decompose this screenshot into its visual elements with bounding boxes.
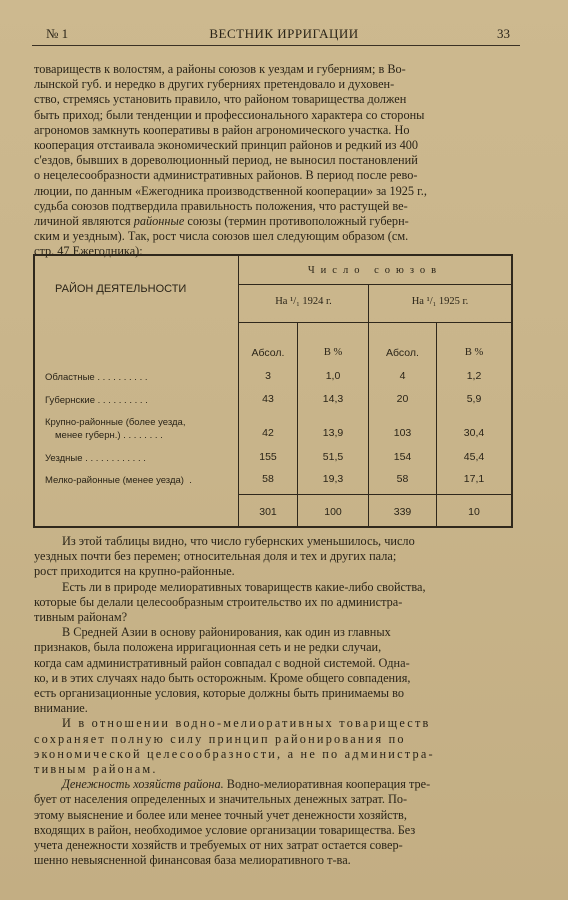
cell-pct-1924: 51,5 [322, 451, 344, 463]
cell-pct-1925: 30,4 [463, 427, 485, 439]
text-line: быть приход; были тенденции и профессионального характера со стороны [34, 107, 425, 122]
cell-pct-1924: 14,3 [322, 393, 344, 405]
text-line: ко, и в этих случаях надо быть осторожным. Кроме общего совпадения, [34, 670, 411, 685]
col-pct-1925: В % [464, 347, 484, 358]
text-run: личиной являются [34, 214, 134, 229]
text-line: Есть ли в природе мелиоративных товариществ какие-либо свойства, [62, 579, 426, 594]
group-header: Число союзов [307, 265, 443, 276]
cell-pct-1925: 17,1 [463, 473, 485, 485]
text-line: И в отношении водно-мелиоративных товариществ [62, 716, 431, 731]
paragraph-top [34, 62, 518, 260]
cell-pct-1924: 19,3 [322, 473, 344, 485]
text-line: рост приходится на крупно-районные. [34, 564, 235, 579]
text-line: уездных почти без перемен; относительная доля и тех и других пала; [34, 549, 397, 564]
issue-number: № 1 [46, 26, 69, 41]
text-line: кооперация отстаивала экономический принцип районов и редкий из 400 [34, 138, 419, 153]
cell-abs-1925: 58 [396, 473, 409, 485]
text-line: ским и уездным). Так, рост числа союзов шел следующим образом (см. [34, 229, 409, 244]
text-run: союзы (термин противоположный губерн- [184, 214, 409, 229]
cell-pct-1924: 1,0 [325, 370, 341, 382]
text-line: о нецелесообразности административных районов. В период после рево- [34, 168, 418, 183]
text-line: когда сам административный район совпадал с водной системой. Одна- [34, 655, 410, 670]
cell-pct-1924: 13,9 [322, 427, 344, 439]
row-label-text: Уездные [45, 453, 83, 464]
row-label: Областные . . . . . . . . . . [45, 372, 148, 383]
text-line: лынской губ. и нередко в других губерниях претендовало и духовен- [34, 77, 395, 92]
row-label-text: Губернские [45, 395, 96, 406]
cell-abs-1924: 43 [262, 393, 274, 405]
cell-pct-1925: 5,9 [466, 393, 482, 405]
text-line: агрономов замкнуть кооперативы в район агрономического участка. Но [34, 122, 410, 137]
cell-abs-1924: 155 [259, 451, 277, 463]
text-line: В Средней Азии в основу районирования, как один из главных [62, 625, 391, 640]
text-run: Водно-мелиоративная кооперация тре- [223, 777, 431, 792]
text-line: товариществ к волостям, а районы союзов к уездам и губерниям; в Во- [34, 62, 406, 76]
text-line: с'ездов, бывших в дореволюционный период, не выносил постановлений [34, 153, 418, 168]
row-label: Мелко-районные (менее уезда) . [45, 475, 192, 486]
text-line: сохраняет полную силу принцип районирования по [34, 731, 406, 746]
cell-abs-1925: 103 [393, 427, 412, 439]
table-divider [238, 284, 511, 285]
journal-title: ВЕСТНИК ИРРИГАЦИИ [209, 26, 359, 41]
unions-table [33, 254, 513, 528]
period-1924: На ¹/₁ 1924 г. [275, 296, 332, 307]
text-line: экономической целесообразности, а не по администра- [34, 746, 435, 761]
text-line: шенно невыясненной финансовая база мелиоративного т-ва. [34, 853, 351, 868]
cell-pct-1925: 1,2 [466, 370, 482, 382]
row-label-text: Областные [45, 372, 95, 383]
text-line: стр. 47 Ежегодника): [34, 244, 143, 259]
text-line: судьба союзов подтвердила правильность положения, что растущей ве- [34, 198, 408, 213]
period-1925: На ¹/₁ 1925 г. [411, 296, 469, 307]
row-label: менее губерн.) . . . . . . . . [55, 430, 163, 441]
row-label-text: менее губерн.) [55, 430, 121, 441]
paragraph-after-table [34, 534, 518, 868]
row-label-text: Мелко-районные (менее уезда) [45, 475, 184, 486]
cell-abs-1925: 154 [393, 451, 412, 463]
text-line [34, 214, 518, 229]
text-line: входящих в район, необходимое условие организации товарищества. Без [34, 822, 416, 837]
italic-term: районные [133, 214, 185, 229]
cell-abs-1924: 42 [262, 427, 274, 439]
cell-abs-1925: 20 [396, 393, 409, 405]
row-label: Крупно-районные (более уезда, [45, 417, 186, 428]
table-divider [238, 494, 511, 495]
text-line: признаков, была положена ирригационная сеть и не редки случаи, [34, 640, 382, 655]
row-header: РАЙОН ДЕЯТЕЛЬНОСТИ [55, 283, 187, 295]
header-rule [32, 45, 520, 46]
text-line: учета денежности хозяйств и требуемых от них затрат остается совер- [34, 838, 403, 853]
col-abs-1924: Абсол. [251, 347, 285, 359]
row-label: Губернские . . . . . . . . . . [45, 395, 148, 406]
cell-abs-1925: 4 [399, 370, 406, 382]
text-line: люции, по данным «Ежегодника производственной кооперации» за 1925 г., [34, 183, 427, 198]
text-line: ство, стремясь установить правило, что районом товарищества должен [34, 92, 407, 107]
cell-abs-1924: 58 [262, 473, 274, 485]
italic-heading: Денежность хозяйств района. [62, 777, 224, 792]
row-label: Уездные . . . . . . . . . . . . [45, 453, 146, 464]
total-abs-1924: 301 [259, 506, 277, 518]
text-line: этому выяснение и более или менее точный учет денежности хозяйств, [34, 807, 407, 822]
text-line: есть организационные условия, которые должны быть принимаемы во [34, 686, 404, 701]
total-abs-1925: 339 [393, 506, 412, 518]
total-pct-1924: 100 [324, 506, 342, 518]
text-line: Из этой таблицы видно, что число губернских уменьшилось, число [62, 534, 415, 548]
text-line [34, 777, 518, 792]
col-pct-1924: В % [323, 347, 343, 358]
text-line: внимание. [34, 701, 88, 716]
table-divider [238, 322, 511, 323]
page-number: 33 [497, 26, 510, 41]
cell-abs-1924: 3 [265, 370, 271, 382]
table-divider [368, 284, 369, 526]
text-line: которые бы делали целесообразным строительство их по администра- [34, 594, 403, 609]
running-header [30, 26, 538, 44]
cell-pct-1925: 45,4 [463, 451, 485, 463]
total-pct-1925: 10 [468, 506, 480, 518]
text-line: тивным районам. [34, 762, 158, 777]
col-abs-1925: Абсол. [386, 347, 419, 359]
text-line: бует от населения определенных и значительных денежных затрат. По- [34, 792, 408, 807]
text-line: тивным районам? [34, 610, 128, 625]
